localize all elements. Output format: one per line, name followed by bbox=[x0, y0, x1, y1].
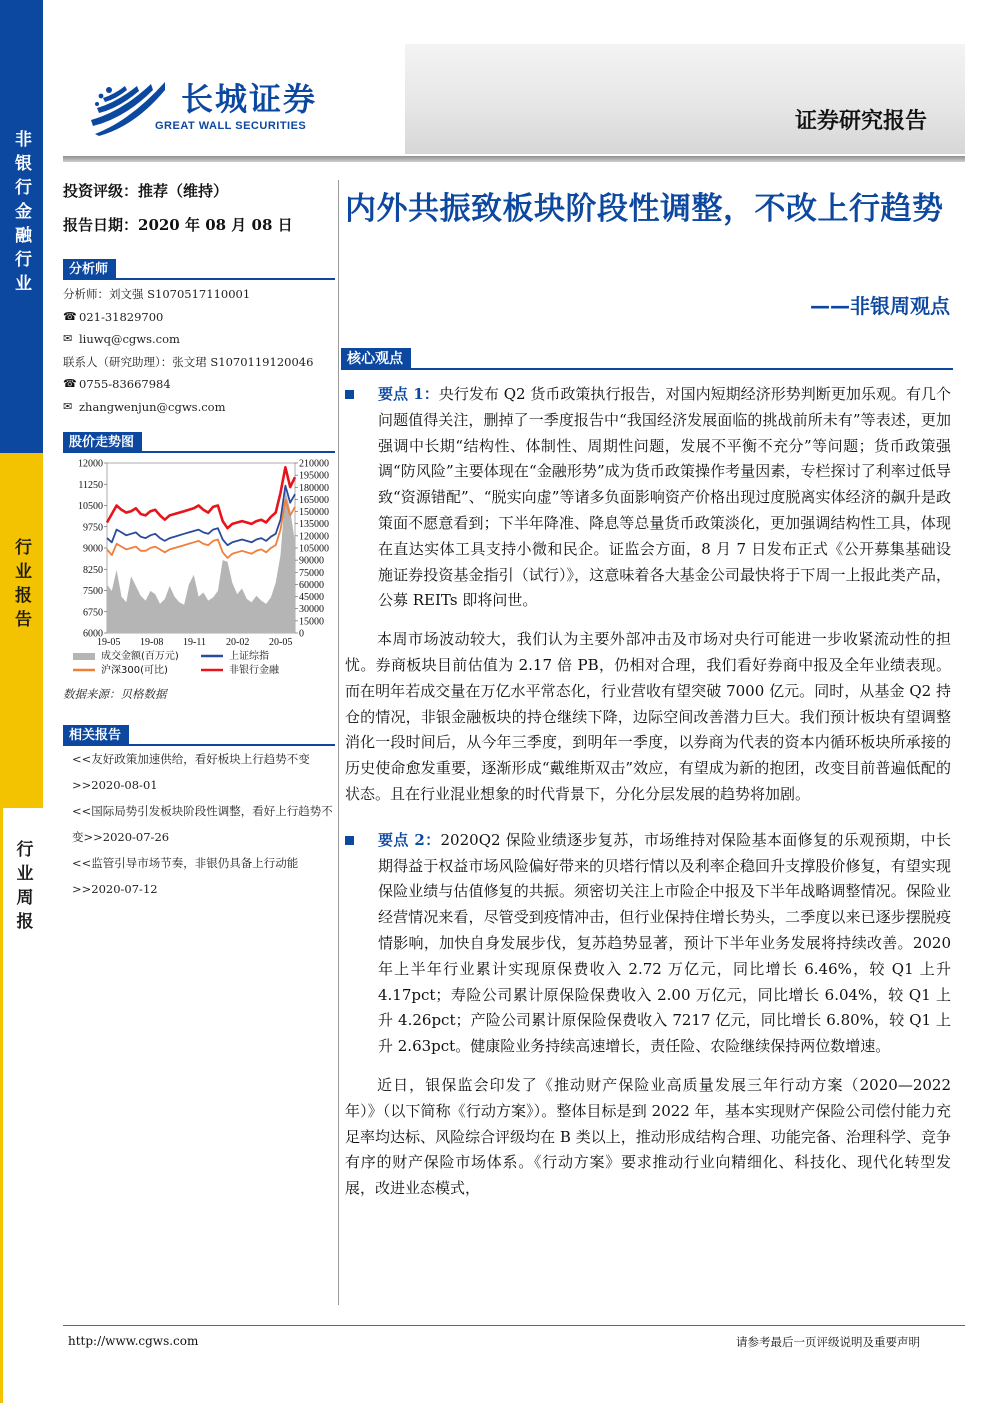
right-tick-label: 120000 bbox=[299, 531, 329, 543]
right-tick-label: 150000 bbox=[299, 507, 329, 519]
bullet-square-icon bbox=[345, 836, 354, 845]
price-chart-svg bbox=[63, 457, 335, 703]
legend-label: 非银行金融 bbox=[229, 665, 279, 676]
mail-icon: ✉ bbox=[63, 399, 73, 413]
article-body bbox=[345, 382, 951, 1202]
right-tick-label: 195000 bbox=[299, 470, 329, 482]
price-chart bbox=[63, 431, 335, 703]
left-tick-label: 6750 bbox=[83, 607, 103, 619]
right-tick-label: 135000 bbox=[299, 519, 329, 531]
contact-name: 联系人（研究助理）：张文珺 S1070119120046 bbox=[63, 354, 314, 369]
series-line bbox=[107, 486, 295, 546]
key-point-label: 要点 1： bbox=[378, 385, 439, 403]
report-date: 报告日期：2020 年 08 月 08 日 bbox=[63, 216, 293, 234]
mail-icon: ✉ bbox=[63, 332, 73, 345]
right-tick-label: 75000 bbox=[299, 567, 324, 579]
phone-icon: ☎ bbox=[63, 377, 77, 390]
x-tick-label: 20-05 bbox=[269, 637, 293, 648]
analyst-name: 分析师：刘文强 S1070517110001 bbox=[63, 287, 251, 301]
right-tick-label: 15000 bbox=[299, 616, 324, 628]
right-tick-label: 30000 bbox=[299, 604, 324, 616]
related-heading: 相关报告 bbox=[63, 724, 335, 746]
phone-icon: ☎ bbox=[63, 309, 77, 323]
left-tick-label: 6000 bbox=[83, 628, 103, 640]
analyst-heading: 分析师 bbox=[63, 258, 335, 280]
series-area-volume bbox=[107, 491, 295, 634]
logo-chinese: 长城证券 bbox=[181, 80, 318, 118]
side-tag-report-type: 行业报告 bbox=[0, 453, 43, 808]
key-point-1: 要点 1：央行发布 Q2 货币政策执行报告，对国内短期经济形势判断更加乐观。有几个问题值得关注，删掉了一季度报告中“我国经济发展面临的挑战前所未有”等表述，更加强调中长期“结构性、体制性、周期性问题，发展不平衡不充分”等问题；货币政策强调“防风险”主要体现在“金融形势”成为货币政策操作考量因素，专栏探讨了利率过低导致“资源错配”、“脱实向虚”等诸多负面影响资产价格出现过度脱离实体经济的飙升是政策面不愿意看到；下半年降准、降息等总量货币政策淡化，更加强调结构性工具，体现在直达实体工具支持小微和民企。证监会方面，8 月 7 日发布正式《公开募集基础设施证券投资基金指引（试行）》，这意味着各大基金公司最快将于下周一上报此类产品，公募 REITs 即将问世。 bbox=[345, 382, 951, 614]
side-tag-industry: 非银行金融行业 bbox=[0, 0, 43, 453]
logo-english: GREAT WALL SECURITIES bbox=[155, 120, 307, 132]
key-point-label: 要点 2： bbox=[378, 830, 441, 849]
key-point-2: 要点 2：2020Q2 保险业绩逐步复苏，市场维持对保险基本面修复的乐观预期，中长期得益于权益市场风险偏好带来的贝塔行情以及利率企稳回升支撑股价修复，有望实现保险业绩与估值修复的共振。须密切关注上市险企中报及下半年战略调整情况。保险业经营情况来看，尽管受到疫情冲击，但行业保持住增长势头，二季度以来已逐步摆脱疫情影响，加快自身发展步伐，复苏趋势显著，预计下半年业务发展将持续改善。2020 年上半年行业累计实现原保费收入 2.72 万亿元，同比增长 6.46%，较 Q1 上升 4.17pct；寿险公司累计原保险保费收入 2.00 万亿元，同比增长 6.04%，较 Q1 上升 4.26pct；产险公司累计原保险保费收入 7217 亿元，同比增长 6.80%，较 Q1 上升 2.63pct。健康险业务持续高速增长，责任险、农险继续保持两位数增速。 bbox=[345, 828, 951, 1060]
series-line bbox=[107, 467, 295, 528]
left-tick-label: 11250 bbox=[78, 479, 103, 491]
legend-swatch bbox=[73, 653, 95, 660]
footer-url[interactable]: http://www.cgws.com bbox=[68, 1334, 199, 1348]
x-tick-label: 19-05 bbox=[97, 637, 121, 648]
chart-heading: 股价走势图 bbox=[63, 431, 335, 453]
investment-rating: 投资评级：推荐（维持） bbox=[63, 182, 229, 200]
left-tick-label: 10500 bbox=[78, 501, 103, 512]
paragraph-policy: 近日，银保监会印发了《推动财产保险业高质量发展三年行动方案（2020—2022 年）》（以下简称《行动方案》）。整体目标是到 2022 年，基本实现财产保险公司偿付能力充足率均达标、风险综合评级均在 B 类以上，推动形成结构合理、功能完备、治理科学、竞争有序的财产保险市场体系。《行动方案》要求推动行业向精细化、科技化、现代化转型发展，改进业态模式， bbox=[345, 1075, 951, 1198]
great-wall-banner bbox=[405, 44, 965, 154]
analyst-email[interactable]: ✉ liuwq@cgws.com bbox=[63, 328, 335, 351]
right-tick-label: 165000 bbox=[299, 494, 329, 506]
chart-source: 数据来源：贝格数据 bbox=[63, 687, 167, 701]
legend-label: 成交金额(百万元) bbox=[101, 651, 179, 662]
contact-phone: ☎ 0755-83667984 bbox=[63, 373, 335, 396]
column-divider bbox=[338, 180, 339, 1305]
left-tick-label: 9000 bbox=[83, 543, 103, 555]
right-tick-label: 105000 bbox=[299, 543, 329, 555]
legend-label: 上证综指 bbox=[229, 651, 269, 662]
paragraph-market: 本周市场波动较大，我们认为主要外部冲击及市场对央行可能进一步收紧流动性的担忧。券商板块目前估值为 2.17 倍 PB，仍相对合理，我们看好券商中报及全年业绩表现。而在明年若成交量在万亿水平常态化，行业营收有望突破 7000 亿元。同时，从基金 Q2 持仓的情况，非银金融板块的持仓继续下降，边际空间改善潜力巨大。我们预计板块有望调整消化一段时间后，从今年三季度，到明年一季度，以券商为代表的资本内循环板块所承接的历史使命愈发重要，逐渐形成“戴维斯双击”效应，有望成为新的抱团，改变目前普遍低配的状态。且在行业混业想象的时代背景下，分化分层发展的趋势将加剧。 bbox=[345, 630, 951, 803]
related-report-item[interactable]: <<友好政策加速供给，看好板块上行趋势不变>>2020-08-01 bbox=[72, 752, 310, 792]
bullet-square-icon bbox=[345, 390, 354, 399]
side-tag-weekly: 行业周报 bbox=[0, 808, 43, 1403]
footer-rule bbox=[63, 1325, 965, 1326]
left-tick-label: 12000 bbox=[78, 458, 103, 470]
footer-disclaimer: 请参考最后一页评级说明及重要声明 bbox=[736, 1335, 920, 1349]
x-tick-label: 19-11 bbox=[183, 637, 206, 648]
page-header bbox=[63, 44, 965, 164]
right-tick-label: 210000 bbox=[299, 458, 329, 470]
x-tick-label: 19-08 bbox=[140, 637, 164, 648]
left-info-column bbox=[63, 180, 335, 418]
left-tick-label: 8250 bbox=[83, 564, 103, 576]
left-tick-label: 7500 bbox=[83, 586, 103, 597]
report-kind: 证券研究报告 bbox=[794, 109, 927, 134]
right-tick-label: 90000 bbox=[299, 555, 324, 567]
contact-email[interactable]: ✉ zhangwenjun@cgws.com bbox=[63, 396, 335, 419]
related-list bbox=[72, 746, 334, 902]
header-rule bbox=[63, 156, 965, 162]
analyst-phone: ☎ 021-31829700 bbox=[63, 306, 335, 329]
x-tick-label: 20-02 bbox=[226, 637, 250, 648]
legend-label: 沪深300(可比) bbox=[101, 665, 168, 676]
right-tick-label: 180000 bbox=[299, 482, 329, 494]
side-strip bbox=[0, 0, 43, 1403]
right-tick-label: 45000 bbox=[299, 592, 324, 604]
right-tick-label: 0 bbox=[299, 628, 304, 640]
right-tick-label: 60000 bbox=[299, 579, 324, 591]
report-title: 内外共振致板块阶段性调整，不改上行趋势 bbox=[345, 191, 944, 227]
related-report-item[interactable]: <<监管引导市场节奏，非银仍具备上行动能>>2020-07-12 bbox=[72, 856, 299, 896]
related-report-item[interactable]: <<国际局势引发板块阶段性调整，看好上行趋势不变>>2020-07-26 bbox=[72, 804, 333, 844]
left-tick-label: 9750 bbox=[83, 522, 103, 534]
report-subtitle: ——非银周观点 bbox=[810, 294, 950, 318]
core-view-heading: 核心观点 bbox=[341, 348, 953, 370]
